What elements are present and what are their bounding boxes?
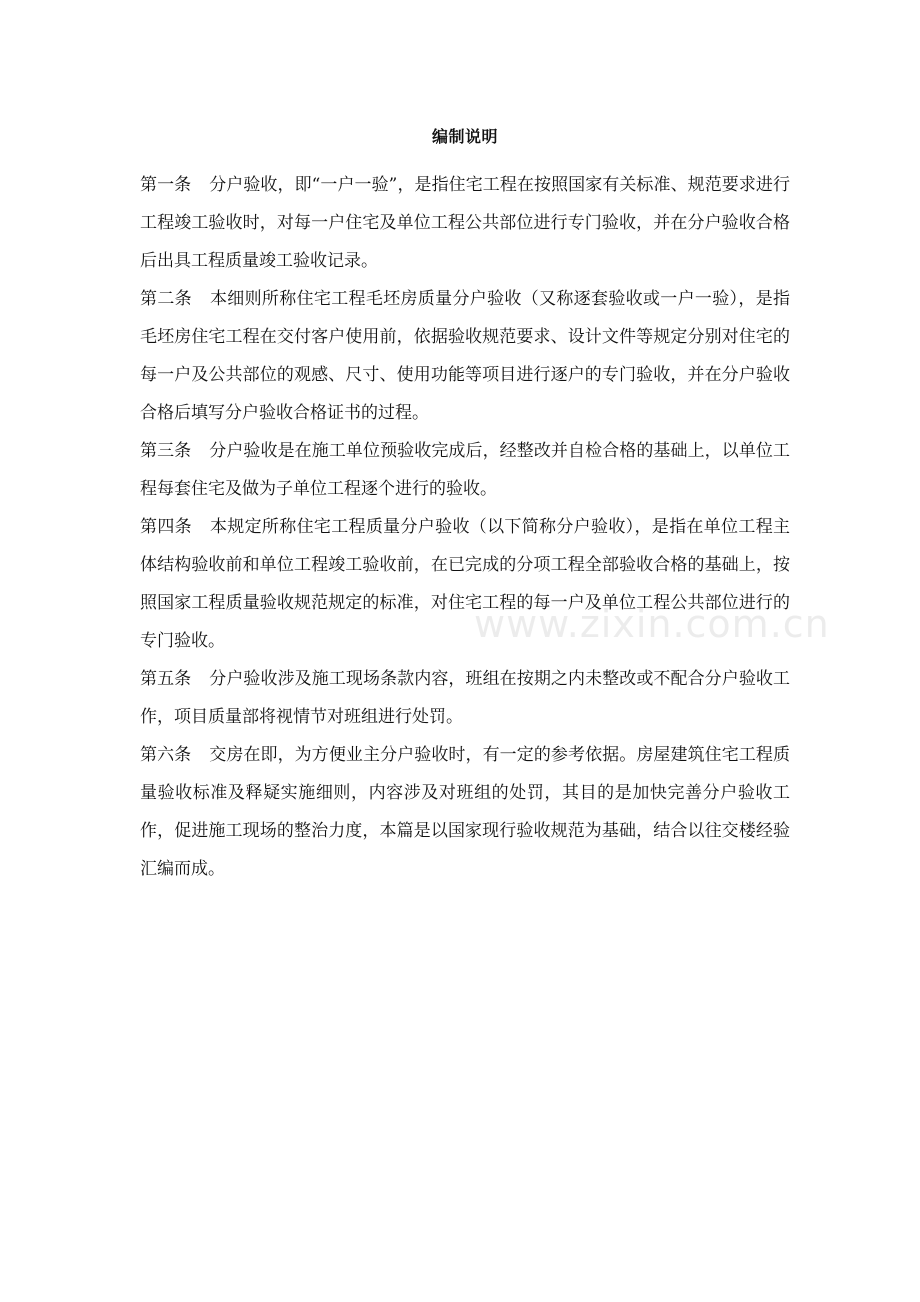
article-3 <box>140 432 790 508</box>
document-body <box>140 166 790 888</box>
article-number: 第六条 <box>140 745 192 765</box>
article-number: 第一条 <box>140 175 192 195</box>
article-text: 本细则所称住宅工程毛坯房质量分户验收（又称逐套验收或一户一验），是指毛坯房住宅工程在交付客户使用前，依据验收规范要求、设计文件等规定分别对住宅的每一户及公共部位的观感、尺寸、使用功能等项目进行逐户的专门验收，并在分户验收合格后填写分户验收合格证书的过程。 <box>140 289 791 423</box>
article-2 <box>140 280 790 432</box>
article-number: 第三条 <box>140 441 192 461</box>
article-number: 第四条 <box>140 517 192 537</box>
article-text: 本规定所称住宅工程质量分户验收（以下简称分户验收），是指在单位工程主体结构验收前和单位工程竣工验收前，在已完成的分项工程全部验收合格的基础上，按照国家工程质量验收规范规定的标准，对住宅工程的每一户及单位工程公共部位进行的专门验收。 <box>140 517 791 651</box>
article-number: 第五条 <box>140 669 192 689</box>
watermark: www.zixin.com.cn <box>474 602 830 646</box>
article-number: 第二条 <box>140 289 192 309</box>
document-title: 编制说明 <box>431 127 498 146</box>
article-text: 分户验收，即“一户一验”，是指住宅工程在按照国家有关标准、规范要求进行工程竣工验收时，对每一户住宅及单位工程公共部位进行专门验收，并在分户验收合格后出具工程质量竣工验收记录。 <box>140 175 790 271</box>
article-1 <box>140 166 790 280</box>
article-text: 分户验收是在施工单位预验收完成后，经整改并自检合格的基础上，以单位工程每套住宅及做为子单位工程逐个进行的验收。 <box>140 441 790 499</box>
article-6 <box>140 736 790 888</box>
article-4 <box>140 508 790 660</box>
article-5 <box>140 660 790 736</box>
article-text: 分户验收涉及施工现场条款内容，班组在按期之内未整改或不配合分户验收工作，项目质量部将视情节对班组进行处罚。 <box>140 669 790 727</box>
article-text: 交房在即，为方便业主分户验收时，有一定的参考依据。房屋建筑住宅工程质量验收标准及释疑实施细则，内容涉及对班组的处罚，其目的是加快完善分户验收工作，促进施工现场的整治力度，本篇是以国家现行验收规范为基础，结合以往交楼经验汇编而成。 <box>140 745 790 879</box>
